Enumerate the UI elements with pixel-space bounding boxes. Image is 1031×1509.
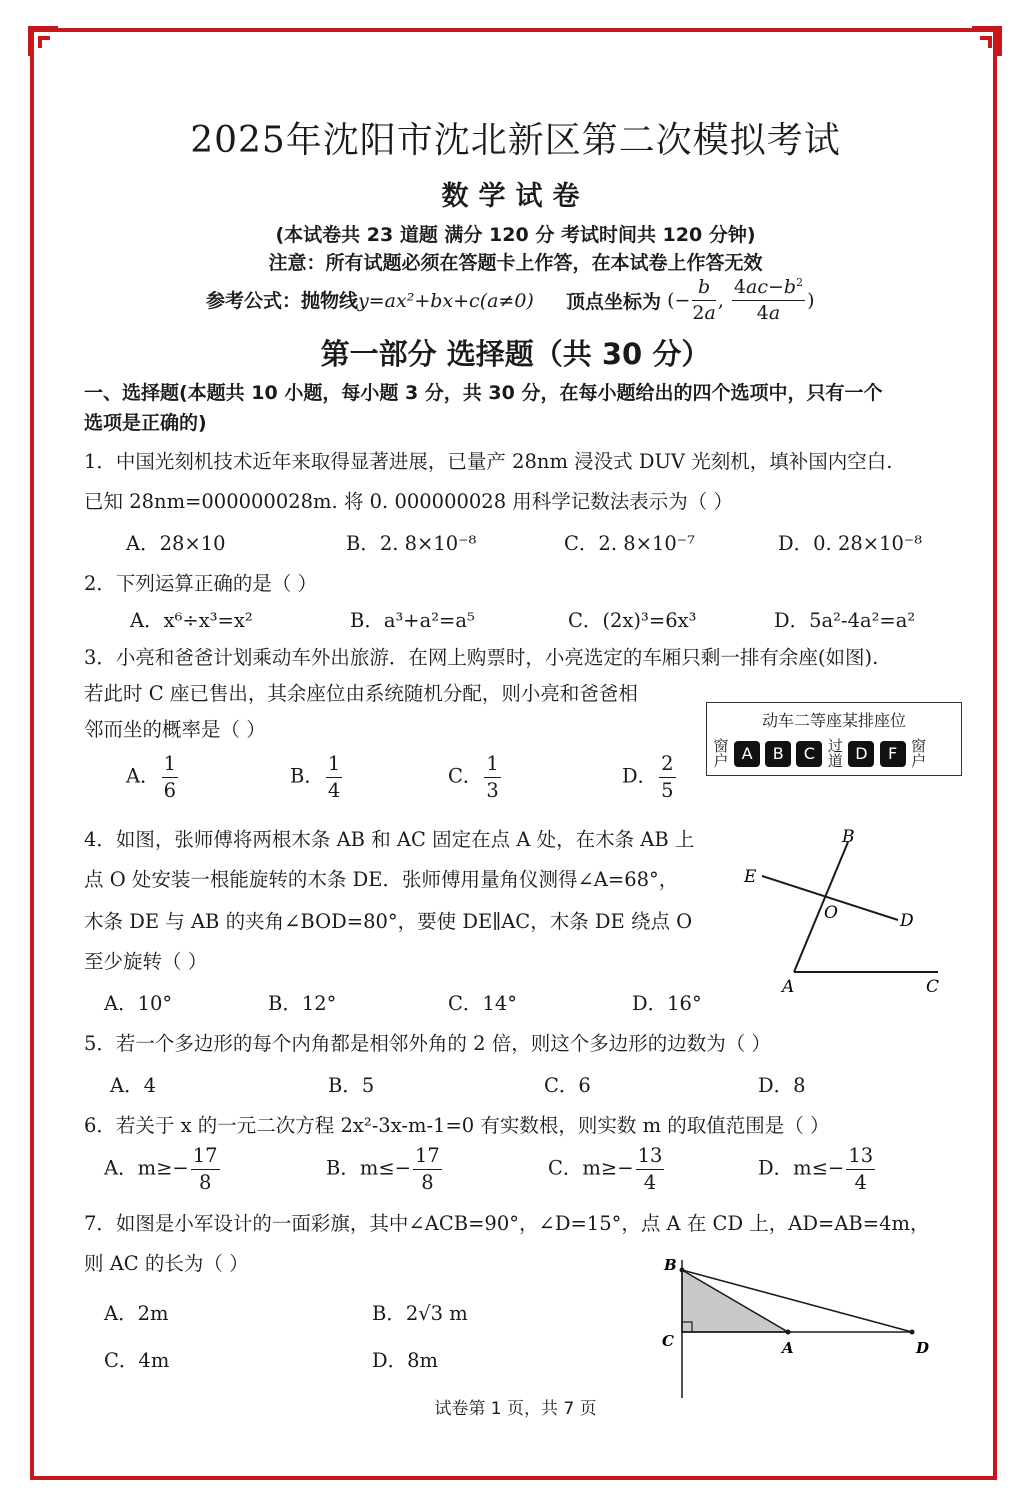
q7-option-c: C．4m bbox=[104, 1349, 170, 1372]
label-c: C bbox=[926, 977, 940, 997]
q6-option-b: B．m≤− $\frac{17}{8}$ bbox=[326, 1144, 440, 1194]
segment-ab bbox=[794, 842, 848, 972]
aisle-label: 过道 bbox=[827, 737, 843, 770]
q7-option-d: D．8m bbox=[372, 1349, 439, 1372]
exam-notice: 注意：所有试题必须在答题卡上作答，在本试卷上作答无效 bbox=[268, 252, 763, 274]
seat-f: F bbox=[880, 741, 906, 767]
question-3-line2: 若此时 C 座已售出，其余座位由系统随机分配，则小亮和爸爸相 bbox=[84, 682, 638, 705]
label-b: B bbox=[842, 827, 855, 847]
q5-option-a: A．4 bbox=[110, 1074, 156, 1097]
question-7-line1: 7．如图是小军设计的一面彩旗，其中∠ACB=90°，∠D=15°，点 A 在 CD 上，AD=AB=4m， bbox=[84, 1212, 930, 1235]
seat-chart bbox=[706, 702, 962, 776]
q5-option-c: C．6 bbox=[544, 1074, 591, 1097]
question-1-line2: 已知 28nm=000000028m. 将 0. 000000028 用科学记数法表示为（ ） bbox=[84, 490, 734, 513]
q6-option-a: A．m≥− $\frac{17}{8}$ bbox=[104, 1144, 218, 1194]
triangle-abc bbox=[682, 1270, 788, 1332]
label-c: C bbox=[662, 1332, 674, 1350]
window-right-label: 窗户 bbox=[911, 737, 927, 770]
corner-ornament-left bbox=[26, 24, 60, 58]
q7-option-b: B．2√3 m bbox=[372, 1302, 468, 1325]
question-4-line1: 4．如图，张师傅将两根木条 AB 和 AC 固定在点 A 处，在木条 AB 上 bbox=[84, 828, 695, 851]
point-b bbox=[680, 1268, 685, 1273]
seat-c: C bbox=[796, 741, 822, 767]
corner-ornament-right bbox=[970, 24, 1004, 58]
label-e: E bbox=[744, 867, 757, 887]
part-one-title: 第一部分 选择题（共 30 分） bbox=[320, 337, 711, 371]
q1-option-a: A．28×10 bbox=[126, 532, 226, 555]
label-a: A bbox=[782, 1339, 794, 1357]
label-o: O bbox=[824, 903, 838, 923]
q5-option-d: D．8 bbox=[758, 1074, 806, 1097]
question-2-stem: 2．下列运算正确的是（ ） bbox=[84, 572, 318, 595]
q4-option-c: C．14° bbox=[448, 992, 517, 1015]
q6-option-c: C．m≥− $\frac{13}{4}$ bbox=[548, 1144, 663, 1194]
question-5-stem: 5．若一个多边形的每个内角都是相邻外角的 2 倍，则这个多边形的边数为（ ） bbox=[84, 1032, 771, 1055]
label-d: D bbox=[900, 911, 914, 931]
seat-a: A bbox=[734, 741, 760, 767]
q3-option-c: C． $\frac{1}{3}$ bbox=[448, 752, 499, 802]
section-intro-line2: 选项是正确的) bbox=[84, 412, 207, 434]
q1-option-d: D．0. 28×10⁻⁸ bbox=[778, 532, 923, 555]
point-a bbox=[786, 1330, 791, 1335]
figure-q7 bbox=[650, 1250, 950, 1400]
vertex-label: 顶点坐标为 bbox=[566, 291, 662, 313]
q4-option-d: D．16° bbox=[632, 992, 702, 1015]
label-b: B bbox=[664, 1256, 677, 1274]
question-7-line2: 则 AC 的长为（ ） bbox=[84, 1252, 249, 1275]
seat-d: D bbox=[848, 741, 874, 767]
seat-chart-title: 动车二等座某排座位 bbox=[761, 711, 906, 730]
q2-option-a: A．x⁶÷x³=x² bbox=[130, 609, 253, 632]
question-4-line4: 至少旋转（ ） bbox=[84, 950, 208, 973]
section-intro-line1: 一、选择题(本题共 10 小题，每小题 3 分，共 30 分，在每小题给出的四个选项中，只有一个 bbox=[84, 382, 883, 404]
q7-option-a: A．2m bbox=[104, 1302, 169, 1325]
q4-option-b: B．12° bbox=[268, 992, 337, 1015]
question-6-stem: 6．若关于 x 的一元二次方程 2x²-3x-m-1=0 有实数根，则实数 m 的取值范围是（ ） bbox=[84, 1114, 830, 1137]
question-4-line3: 木条 DE 与 AB 的夹角∠BOD=80°，要使 DE∥AC，木条 DE 绕点 O bbox=[84, 910, 693, 933]
vertex-formula: 顶点坐标为 (− $\frac{b}{2a}$ , $\frac{4ac-b^2}{4a}$ ) bbox=[566, 276, 815, 324]
page-footer: 试卷第 1 页，共 7 页 bbox=[434, 1399, 597, 1419]
label-d: D bbox=[916, 1339, 930, 1357]
window-left-label: 窗户 bbox=[713, 737, 729, 770]
q1-option-c: C．2. 8×10⁻⁷ bbox=[564, 532, 695, 555]
formula-expression: y=ax²+bx+c(a≠0) bbox=[358, 290, 534, 312]
q5-option-b: B．5 bbox=[328, 1074, 375, 1097]
q1-option-b: B．2. 8×10⁻⁸ bbox=[346, 532, 477, 555]
q2-option-c: C．(2x)³=6x³ bbox=[568, 609, 697, 632]
figure-q4 bbox=[730, 820, 970, 1000]
q3-option-a: A． $\frac{1}{6}$ bbox=[126, 752, 177, 802]
seat-b: B bbox=[765, 741, 791, 767]
q2-option-d: D．5a²-4a²=a² bbox=[774, 609, 916, 632]
q3-option-b: B． $\frac{1}{4}$ bbox=[290, 752, 341, 802]
question-3-line3: 邻而坐的概率是（ ） bbox=[84, 718, 266, 741]
q6-option-d: D．m≤− $\frac{13}{4}$ bbox=[758, 1144, 874, 1194]
label-a: A bbox=[782, 977, 795, 997]
formula-label: 参考公式：抛物线 bbox=[206, 290, 359, 312]
exam-subtitle: 数学试卷 bbox=[441, 181, 590, 212]
exam-info: (本试卷共 23 道题 满分 120 分 考试时间共 120 分钟) bbox=[275, 224, 756, 246]
question-3-line1: 3．小亮和爸爸计划乘动车外出旅游．在网上购票时，小亮选定的车厢只剩一排有余座(如图). bbox=[84, 646, 879, 669]
q3-option-d: D． $\frac{2}{5}$ bbox=[622, 752, 674, 802]
question-4-line2: 点 O 处安装一根能旋转的木条 DE．张师傅用量角仪测得∠A=68°， bbox=[84, 868, 679, 891]
formula-line bbox=[206, 286, 534, 313]
q2-option-b: B．a³+a²=a⁵ bbox=[350, 609, 475, 632]
q4-option-a: A．10° bbox=[104, 992, 173, 1015]
exam-title: 2025年沈阳市沈北新区第二次模拟考试 bbox=[190, 120, 841, 161]
point-d bbox=[910, 1330, 915, 1335]
question-1-line1: 1．中国光刻机技术近年来取得显著进展，已量产 28nm 浸没式 DUV 光刻机，填补国内空白. bbox=[84, 450, 893, 473]
